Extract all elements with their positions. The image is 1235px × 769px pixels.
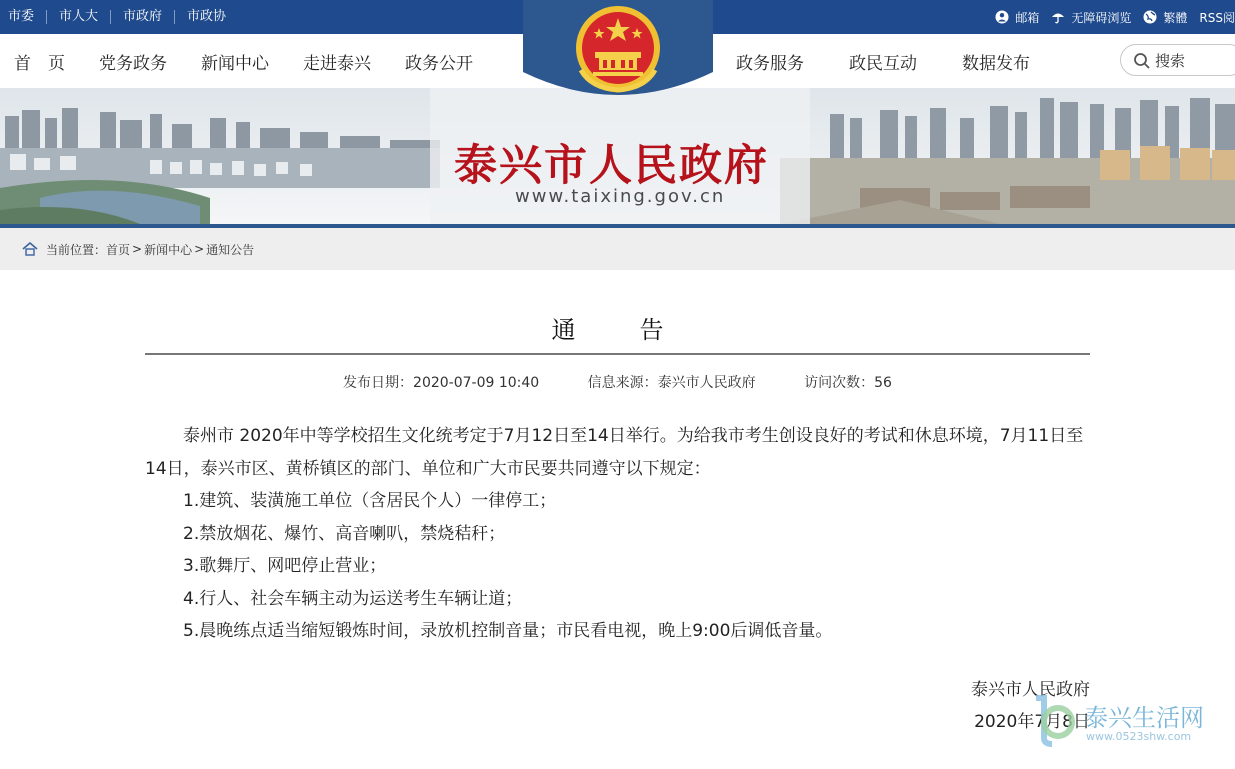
- user-icon: [995, 10, 1009, 24]
- mail-label: 邮箱: [1015, 10, 1040, 25]
- signature-block: [145, 674, 1090, 738]
- nav-party-affairs[interactable]: 党务政务: [99, 53, 167, 74]
- nav-government-services[interactable]: 政务服务: [736, 53, 804, 74]
- rule-item: 5.晨晚练点适当缩短锻炼时间，录放机控制音量；市民看电视，晚上9:00后调低音量。: [183, 621, 833, 641]
- accessibility-label: 无障碍浏览: [1071, 10, 1132, 25]
- umbrella-icon: [1051, 10, 1065, 24]
- top-link-government[interactable]: 市政府: [111, 10, 175, 24]
- view-count: 访问次数：56: [804, 375, 892, 391]
- traditional-link[interactable]: [1143, 9, 1187, 26]
- breadcrumb-prefix: 当前位置：: [46, 242, 107, 257]
- traditional-label: 繁體: [1163, 10, 1188, 25]
- breadcrumb-separator: >: [132, 242, 143, 256]
- search-icon: [1133, 52, 1151, 70]
- search-box[interactable]: [1120, 44, 1235, 76]
- nav-public-interaction[interactable]: 政民互动: [849, 53, 917, 74]
- banner-url: www.taixing.gov.cn: [515, 186, 726, 207]
- breadcrumb-notices[interactable]: 通知公告: [206, 242, 255, 257]
- top-link-congress[interactable]: 市人大: [47, 10, 111, 24]
- breadcrumb-separator: >: [194, 242, 205, 256]
- rule-item: 3.歌舞厅、网吧停止营业；: [183, 556, 387, 576]
- article-intro: 泰州市 2020年中等学校招生文化统考定于7月12日至14日举行。为给我市考生创设良好的考试和休息环境，7月11日至14日，泰兴市区、黄桥镇区的部门、单位和广大市民要共同遵守以下规定：: [145, 426, 1084, 479]
- title-divider: [145, 353, 1090, 355]
- rss-label: RSS阅: [1199, 10, 1235, 25]
- breadcrumb: [0, 228, 1235, 270]
- breadcrumb-news[interactable]: 新闻中心: [144, 242, 193, 257]
- national-emblem-icon[interactable]: [523, 0, 713, 104]
- emblem-tab: [523, 0, 713, 104]
- mail-link[interactable]: [995, 9, 1039, 26]
- home-icon: [22, 242, 38, 256]
- rss-link[interactable]: [1199, 9, 1235, 26]
- signature-date: 2020年7月8日: [974, 712, 1090, 732]
- signature-org: 泰兴市人民政府: [971, 680, 1090, 700]
- nav-news-center[interactable]: 新闻中心: [201, 53, 269, 74]
- nav-data-release[interactable]: 数据发布: [962, 53, 1030, 74]
- header-banner: [0, 88, 1235, 224]
- info-source: 信息来源：泰兴市人民政府: [587, 375, 756, 391]
- watermark-url: www.0523shw.com: [1086, 730, 1192, 743]
- watermark-text: 泰兴生活网: [1084, 704, 1204, 732]
- top-right-links: [995, 0, 1235, 34]
- nav-government-disclosure[interactable]: 政务公开: [405, 53, 473, 74]
- top-link-cppcc[interactable]: 市政协: [187, 9, 227, 24]
- nav-left-group: [14, 34, 507, 88]
- rule-item: 2.禁放烟花、爆竹、高音喇叭，禁烧秸秆；: [183, 523, 506, 544]
- article-title: 通 告: [551, 316, 684, 344]
- nav-about-taixing[interactable]: 走进泰兴: [303, 53, 371, 74]
- nav-home[interactable]: 首 页: [14, 53, 65, 74]
- top-links: [0, 0, 238, 34]
- article-body: [145, 420, 1090, 648]
- article-meta: [145, 372, 1090, 392]
- rule-item: 1.建筑、装潢施工单位（含居民个人）一律停工；: [183, 491, 557, 511]
- watermark-logo-icon: [1026, 694, 1086, 750]
- accessibility-link[interactable]: [1051, 9, 1131, 26]
- banner-title: 泰兴市人民政府: [454, 141, 769, 191]
- top-link-party[interactable]: 市委: [0, 10, 47, 24]
- breadcrumb-home[interactable]: 首页: [106, 242, 131, 257]
- nav-right-group: [736, 34, 1075, 88]
- search-label: 搜索: [1155, 51, 1186, 70]
- publish-date: 发布日期：2020-07-09 10:40: [343, 375, 540, 391]
- watermark: [1026, 694, 1226, 754]
- globe-icon: [1143, 10, 1157, 24]
- rule-item: 4.行人、社会车辆主动为运送考生车辆让道；: [183, 588, 523, 609]
